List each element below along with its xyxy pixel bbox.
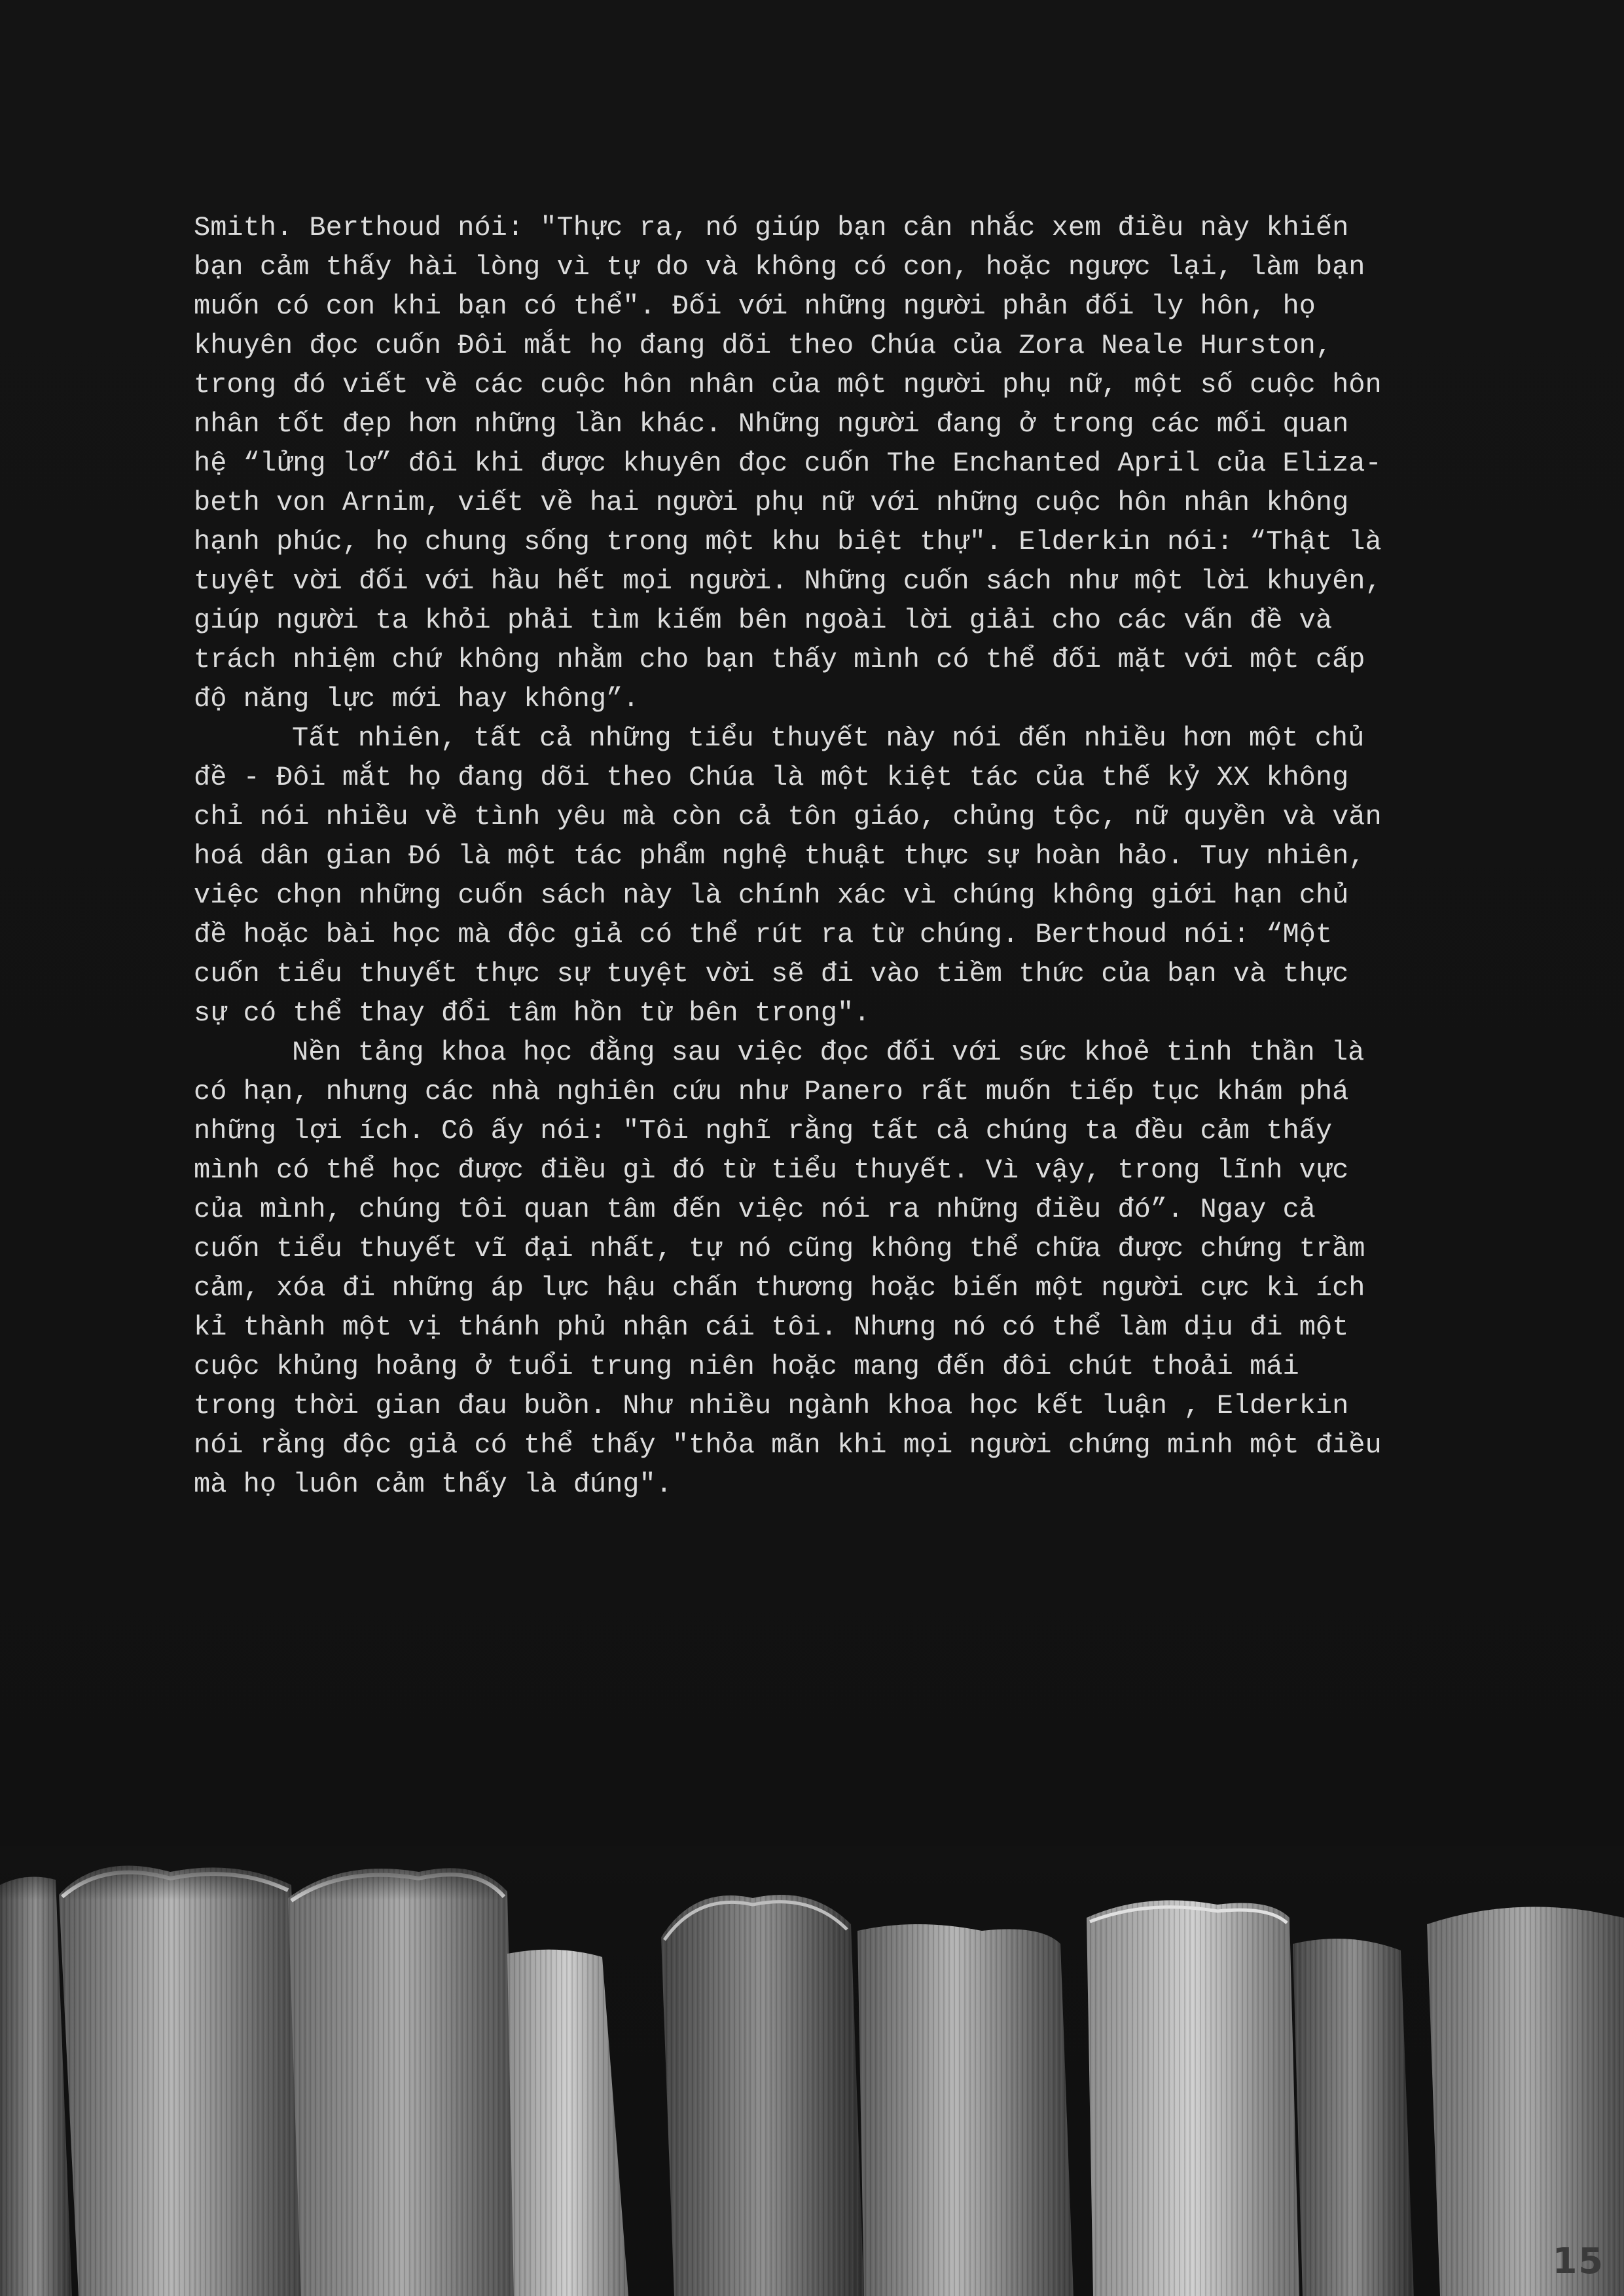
article-body [194, 208, 1437, 1504]
page-number: 15 [1552, 2240, 1604, 2282]
paragraph-3: Nền tảng khoa học đằng sau việc đọc đối với sức khoẻ tinh thần là có hạn, nhưng các nhà nghiên cứu như Panero rất muốn tiếp tục khám phá những lợi ích. Cô ấy nói: "Tôi nghĩ rằng tất cả chúng ta đều cảm thấy mình có thể học được điều gì đó từ tiểu thuyết. Vì vậy, trong lĩnh vực của mình, chúng tôi quan tâm đến việc nói ra những điều đó”. Ngay cả cuốn tiểu thuyết vĩ đại nhất, tự nó cũng không thể chữa được chứng trầm cảm, xóa đi những áp lực hậu chấn thương hoặc biến một người cực kì ích kỉ thành một vị thánh phủ nhận cái tôi. Nhưng nó có thể làm dịu đi một cuộc khủng hoảng ở tuổi trung niên hoặc mang đến đôi chút thoải mái trong thời gian đau buồn. Như nhiều ngành khoa học kết luận , Elderkin nói rằng độc giả có thể thấy "thỏa mãn khi mọi người chứng minh một điều mà họ luôn cảm thấy là đúng". [194, 1037, 1382, 1500]
books-photo [0, 1846, 1624, 2296]
paragraph-1: Smith. Berthoud nói: "Thực ra, nó giúp bạn cân nhắc xem điều này khiến bạn cảm thấy hài lòng vì tự do và không có con, hoặc ngược lại, làm bạn muốn có con khi bạn có thể". Đối với những người phản đối ly hôn, họ khuyên đọc cuốn Đôi mắt họ đang dõi theo Chúa của Zora Neale Hurston, trong đó viết về các cuộc hôn nhân của một người phụ nữ, một số cuộc hôn nhân tốt đẹp hơn những lần khác. Những người đang ở trong các mối quan hệ “lửng lơ” đôi khi được khuyên đọc cuốn The Enchanted April của Eliza- beth von Arnim, viết về hai người phụ nữ với những cuộc hôn nhân không hạnh phúc, họ chung sống trong một khu biệt thự". Elderkin nói: “Thật là tuyệt vời đối với hầu hết mọi người. Những cuốn sách như một lời khuyên, giúp người ta khỏi phải tìm kiếm bên ngoài lời giải cho các vấn đề và trách nhiệm chứ không nhằm cho bạn thấy mình có thể đối mặt với một cấp độ năng lực mới hay không”. [194, 212, 1382, 715]
paragraph-2: Tất nhiên, tất cả những tiểu thuyết này nói đến nhiều hơn một chủ đề - Đôi mắt họ đang dõi theo Chúa là một kiệt tác của thế kỷ XX không chỉ nói nhiều về tình yêu mà còn cả tôn giáo, chủng tộc, nữ quyền và văn hoá dân gian Đó là một tác phẩm nghệ thuật thực sự hoàn hảo. Tuy nhiên, việc chọn những cuốn sách này là chính xác vì chúng không giới hạn chủ đề hoặc bài học mà độc giả có thể rút ra từ chúng. Berthoud nói: “Một cuốn tiểu thuyết thực sự tuyệt vời sẽ đi vào tiềm thức của bạn và thực sự có thể thay đổi tâm hồn từ bên trong". [194, 723, 1382, 1029]
